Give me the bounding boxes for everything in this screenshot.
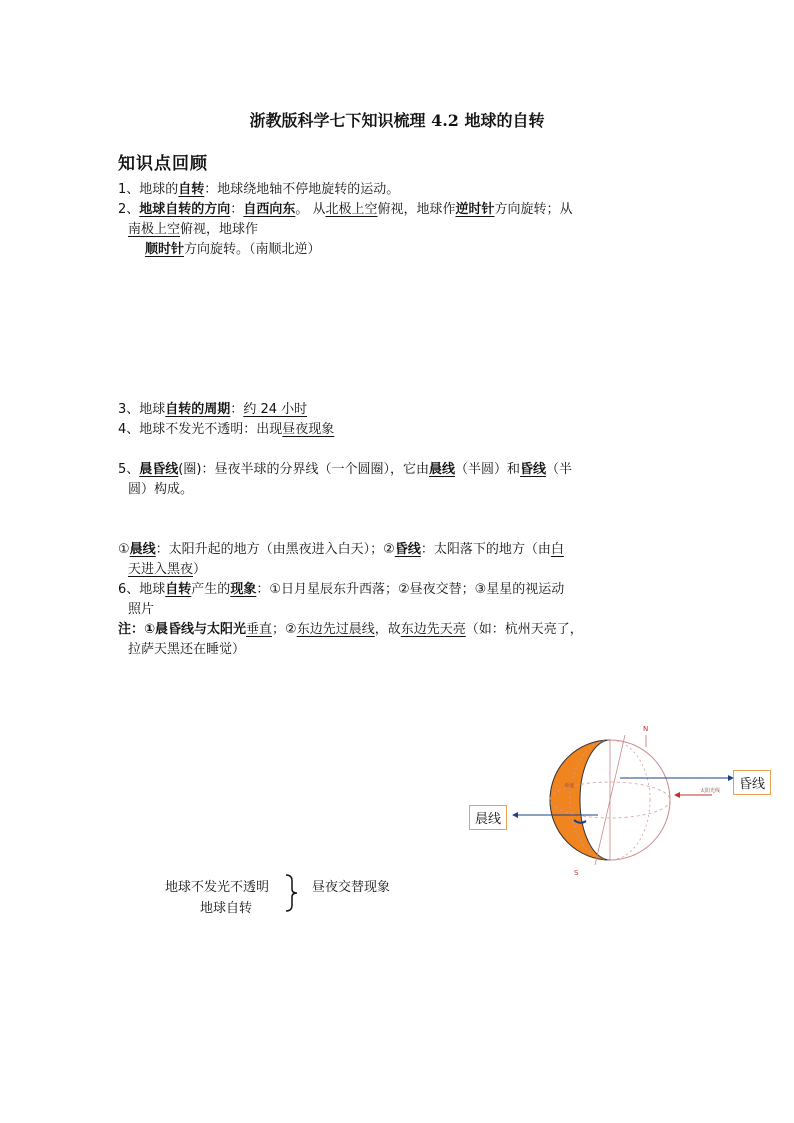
dawn-line-label: 晨线 — [469, 805, 507, 830]
section-heading: 知识点回顾 — [118, 154, 208, 174]
cause-2: 地球自转 — [200, 901, 253, 916]
note: 注：①晨昏线与太阳光垂直；②东边先过晨线，故东边先天亮（如：杭州天亮了， 拉萨天黑还在睡觉） — [118, 622, 583, 657]
page-title: 浙教版科学七下知识梳理 4.2 地球的自转 — [249, 111, 545, 130]
equator-label: 赤道 — [564, 783, 575, 789]
item-6: 6、地球自转产生的现象：①日月星辰东升西落；②昼夜交替；③星星的视运动 照片 — [118, 582, 565, 617]
result: 昼夜交替现象 — [312, 880, 391, 895]
cause-1: 地球不发光不透明 — [165, 880, 270, 895]
north-label: N — [643, 725, 649, 733]
brace-icon — [282, 873, 302, 913]
earth-diagram — [460, 715, 780, 885]
sunlight-label: 太阳光线 — [700, 788, 721, 794]
south-label: S — [574, 869, 579, 877]
item-2: 2、地球自转的方向：自西向东。 从北极上空俯视，地球作逆时针方向旋转；从 南极上空俯视，地球作 顺时针方向旋转。（南顺北逆） — [118, 202, 573, 257]
item-1: 1、地球的自转：地球绕地轴不停地旋转的运动。 — [118, 182, 400, 197]
dusk-line-label: 昏线 — [733, 770, 771, 795]
item-5: 5、晨昏线(圈)：昼夜半球的分界线（一个圆圈），它由晨线（半圆）和昏线（半 圆）构成。 — [118, 462, 573, 497]
item-4: 4、地球不发光不透明：出现昼夜现象 — [118, 422, 335, 437]
item-3: 3、地球自转的周期：约 24 小时 — [118, 402, 308, 417]
item-dawn-dusk: ①晨线：太阳升起的地方（由黑夜进入白天）；②昏线：太阳落下的地方（由白 天进入黑夜） — [118, 542, 564, 577]
